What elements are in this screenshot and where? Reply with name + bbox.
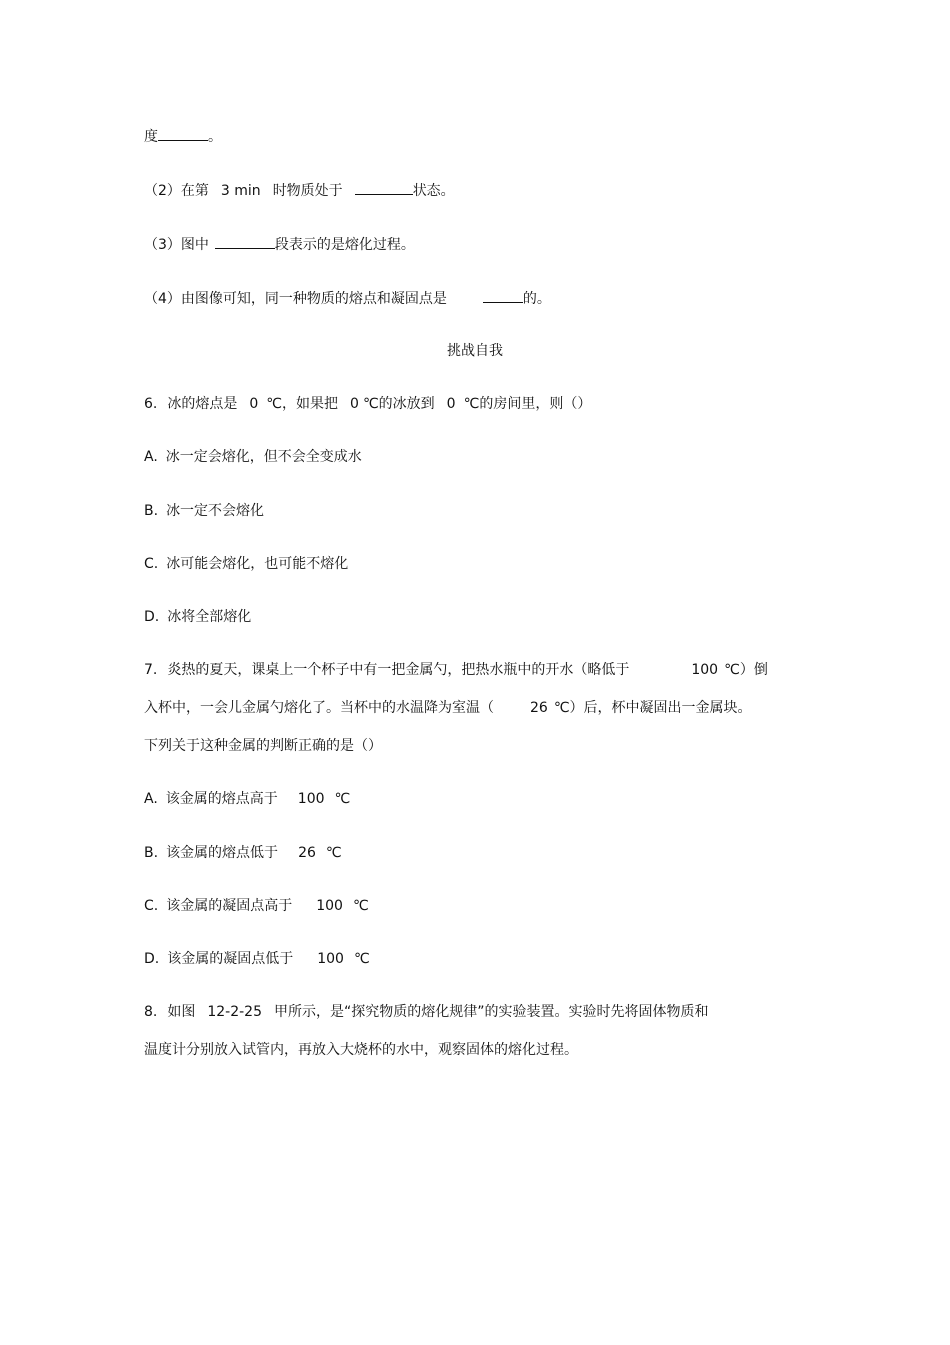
q6-value: 0 xyxy=(446,396,456,412)
q6-text: ℃，如果把 xyxy=(266,396,339,412)
option-text: 冰一定不会熔化 xyxy=(166,503,265,519)
q5-part4-end: 的。 xyxy=(522,291,551,307)
q7-text: 炎热的夏天，课桌上一个杯子中有一把金属勺，把热水瓶中的开水（略低于 xyxy=(167,662,630,678)
q6-value: 0 xyxy=(249,396,259,412)
q5-part2 xyxy=(144,180,455,200)
q7-number: 7. xyxy=(144,662,158,678)
q6-option-a xyxy=(144,448,362,466)
option-label: B. xyxy=(144,503,159,519)
q7-line3: 下列关于这种金属的判断正确的是（） xyxy=(144,738,382,754)
option-value: 100 xyxy=(317,951,344,967)
q7-text: ℃）倒 xyxy=(724,662,768,678)
q5-part3-end: 段表示的是熔化过程。 xyxy=(274,237,415,253)
option-text: 该金属的熔点低于 xyxy=(166,845,279,861)
q8-line1 xyxy=(144,1003,709,1021)
q7-text: 入杯中，一会儿金属勺熔化了。当杯中的水温降为室温（ xyxy=(144,700,494,716)
option-label: B. xyxy=(144,845,159,861)
q5-part2-text2: 时物质处于 xyxy=(272,183,343,199)
option-text: 冰可能会熔化，也可能不熔化 xyxy=(166,556,349,572)
answer-blank xyxy=(158,126,208,141)
q6-option-d xyxy=(144,608,251,626)
q5-tail-line xyxy=(144,126,222,146)
answer-blank xyxy=(483,288,523,303)
option-text: 该金属的凝固点低于 xyxy=(167,951,294,967)
q5-part4-text: （4）由图像可知，同一种物质的熔点和凝固点是 xyxy=(144,291,447,307)
q5-part2-text: （2）在第 xyxy=(144,183,209,199)
option-text: 该金属的凝固点高于 xyxy=(166,898,293,914)
option-label: C. xyxy=(144,556,159,572)
option-value: 100 xyxy=(297,791,325,807)
option-label: C. xyxy=(144,898,159,914)
q7-value: 100 xyxy=(691,662,719,678)
q7-option-b xyxy=(144,844,342,862)
option-label: D. xyxy=(144,951,160,967)
option-text: 冰将全部熔化 xyxy=(167,609,252,625)
q6-value: 0 xyxy=(350,396,359,412)
q8-text: 甲所示，是“探究物质的熔化规律”的实验装置。实验时先将固体物质和 xyxy=(274,1004,709,1020)
q8-text: 如图 xyxy=(167,1004,196,1020)
q6-option-b xyxy=(144,502,264,520)
q7-option-a xyxy=(144,790,350,808)
q8-line2: 温度计分别放入试管内，再放入大烧杯的水中，观察固体的熔化过程。 xyxy=(144,1042,578,1058)
option-unit: ℃ xyxy=(325,845,342,861)
option-value: 26 xyxy=(298,845,316,861)
option-value: 100 xyxy=(316,898,343,914)
q5-part3 xyxy=(144,234,415,254)
q6-stem xyxy=(144,395,591,413)
option-label: A. xyxy=(144,449,158,465)
q7-option-c xyxy=(144,897,369,915)
option-label: A. xyxy=(144,791,158,807)
option-unit: ℃ xyxy=(353,951,370,967)
option-unit: ℃ xyxy=(334,791,351,807)
q7-line1 xyxy=(144,661,768,679)
option-text: 该金属的熔点高于 xyxy=(165,791,278,807)
option-text: 冰一定会熔化，但不会全变成水 xyxy=(165,449,362,465)
q7-text: ℃）后，杯中凝固出一金属块。 xyxy=(553,700,752,716)
q6-text: ℃的房间里，则（） xyxy=(463,396,592,412)
q6-number: 6. xyxy=(144,396,158,412)
q7-line2 xyxy=(144,699,752,717)
q5-tail-text: 度 xyxy=(144,129,158,145)
q5-part3-text: （3）图中 xyxy=(144,237,209,253)
q8-figure-ref: 12-2-25 xyxy=(207,1004,262,1020)
q5-part2-time: 3 min xyxy=(220,183,261,199)
option-label: D. xyxy=(144,609,160,625)
section-title: 挑战自我 xyxy=(447,343,503,359)
q6-text: 冰的熔点是 xyxy=(167,396,238,412)
answer-blank xyxy=(215,234,275,249)
q6-text: ℃的冰放到 xyxy=(362,396,435,412)
option-unit: ℃ xyxy=(352,898,369,914)
q5-tail-end: 。 xyxy=(208,129,222,145)
q8-number: 8. xyxy=(144,1004,158,1020)
q6-option-c xyxy=(144,555,348,573)
q5-part4 xyxy=(144,288,551,308)
q7-option-d xyxy=(144,950,370,968)
answer-blank xyxy=(355,180,413,195)
q5-part2-end: 状态。 xyxy=(412,183,455,199)
q7-value: 26 xyxy=(530,700,548,716)
